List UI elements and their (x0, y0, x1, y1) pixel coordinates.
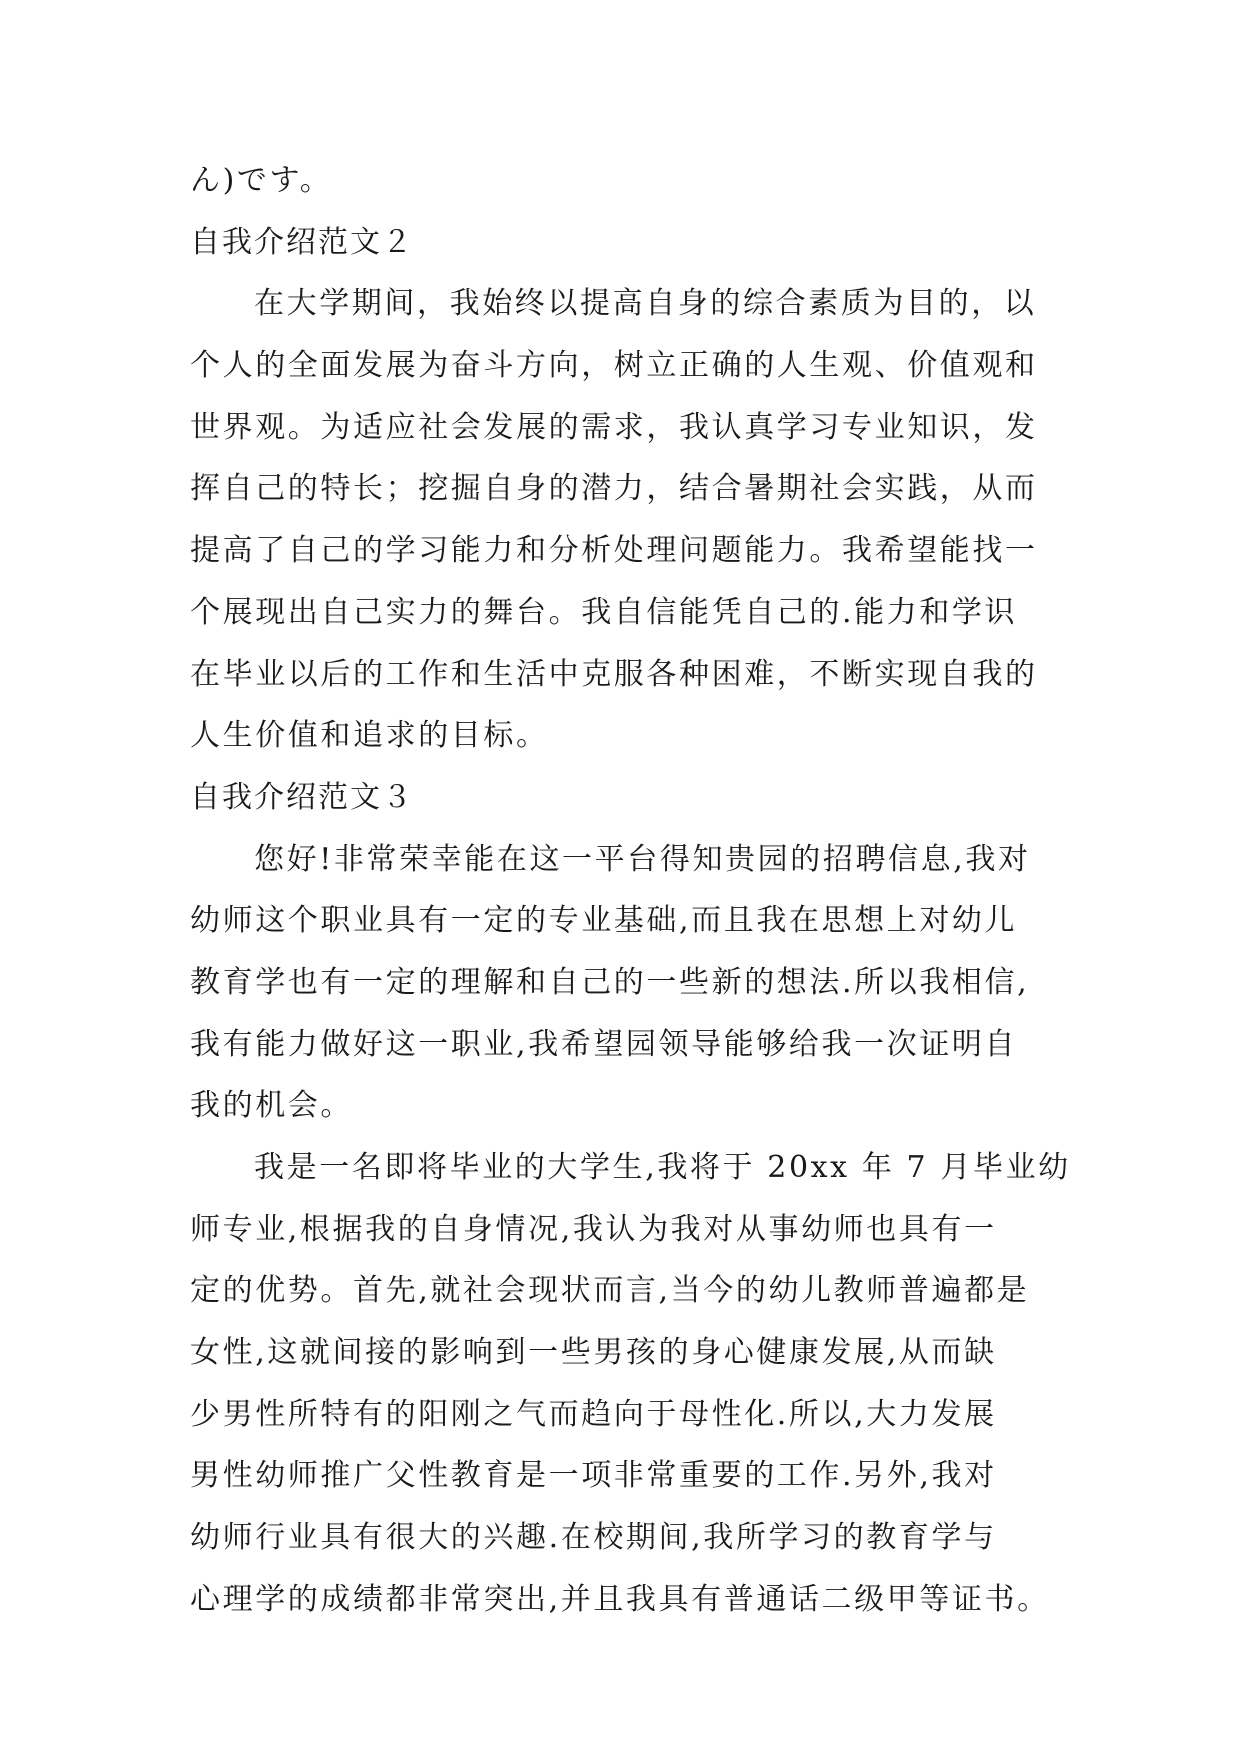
text-line: 我有能力做好这一职业,我希望园领导能够给我一次证明自 (190, 1026, 1018, 1062)
text-line: 提高了自己的学习能力和分析处理问题能力。我希望能找一 (190, 533, 1038, 569)
text-line: 男性幼师推广父性教育是一项非常重要的工作.另外,我对 (190, 1458, 997, 1494)
text-line: 心理学的成绩都非常突出,并且我具有普通话二级甲等证书。 (190, 1581, 1050, 1617)
text-line: 师专业,根据我的自身情况,我认为我对从事幼师也具有一 (190, 1211, 997, 1247)
paragraph-first-line: 在大学期间，我始终以提高自身的综合素质为目的，以 (254, 286, 1037, 322)
section-heading: 自我介绍范文２ (190, 224, 414, 260)
paragraph-first-line: 您好!非常荣幸能在这一平台得知贵园的招聘信息,我对 (254, 841, 1031, 877)
text-line: 教育学也有一定的理解和自己的一些新的想法.所以我相信, (190, 964, 1030, 1000)
text-line: 在毕业以后的工作和生活中克服各种困难，不断实现自我的 (190, 656, 1038, 692)
text-line: 定的优势。首先,就社会现状而言,当今的幼儿教师普遍都是 (190, 1273, 1030, 1309)
text-line: 个展现出自己实力的舞台。我自信能凭自己的.能力和学识 (190, 594, 1018, 630)
text-line: 女性,这就间接的影响到一些男孩的身心健康发展,从而缺 (190, 1335, 997, 1371)
text-line: 幼师这个职业具有一定的专业基础,而且我在思想上对幼儿 (190, 903, 1018, 939)
text-line: 少男性所特有的阳刚之气而趋向于母性化.所以,大力发展 (190, 1396, 997, 1432)
text-line: 世界观。为适应社会发展的需求，我认真学习专业知识，发 (190, 409, 1038, 445)
text-line: 挥自己的特长；挖掘自身的潜力，结合暑期社会实践，从而 (190, 471, 1038, 507)
text-line: ん)です。 (190, 163, 333, 198)
text-line: 个人的全面发展为奋斗方向，树立正确的人生观、价值观和 (190, 348, 1038, 384)
document-body (190, 150, 1071, 1631)
text-line: 幼师行业具有很大的兴趣.在校期间,我所学习的教育学与 (190, 1520, 997, 1556)
section-heading: 自我介绍范文３ (190, 779, 414, 815)
text-line: 我的机会。 (190, 1088, 353, 1124)
paragraph-first-line: 我是一名即将毕业的大学生,我将于 20xx 年 7 月毕业幼 (254, 1150, 1071, 1185)
text-line: 人生价值和追求的目标。 (190, 718, 549, 754)
